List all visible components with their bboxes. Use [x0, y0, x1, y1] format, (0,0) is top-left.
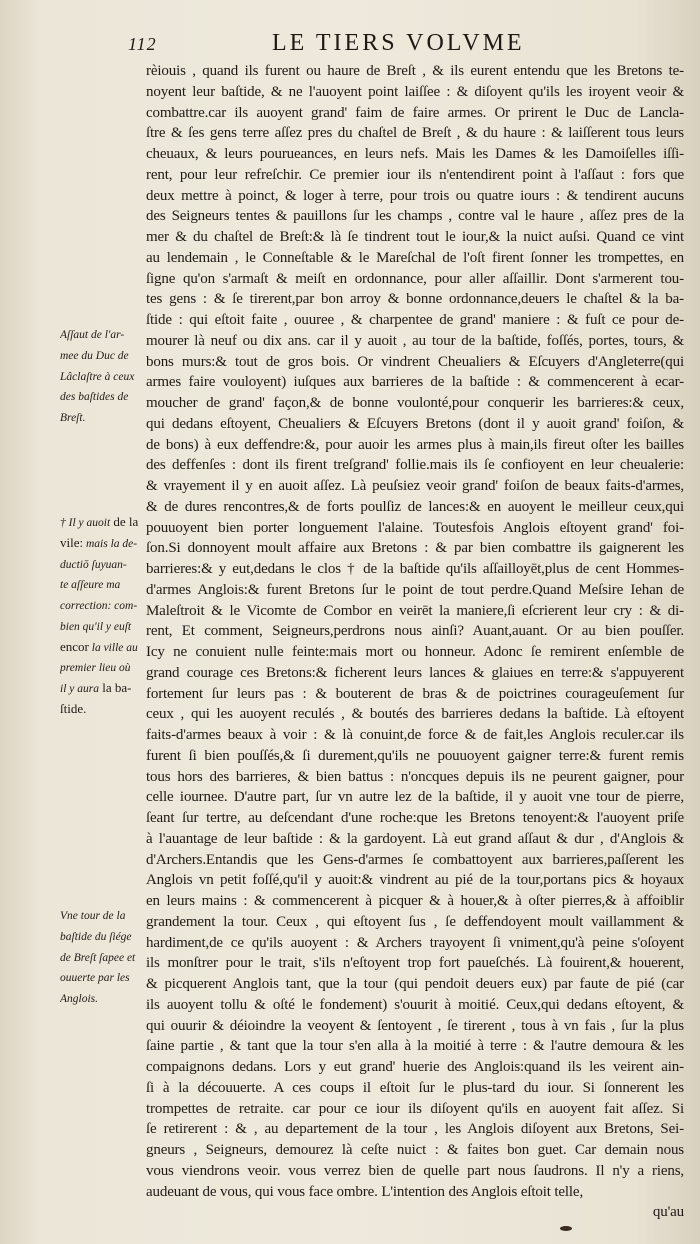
- margin-note-part: bien qu'il y euſt: [60, 620, 132, 633]
- margin-note-part: ductiō ſuyuan-: [60, 558, 127, 571]
- margin-note-line: [60, 554, 146, 575]
- margin-note-line: [60, 574, 146, 595]
- text-line: trompettes de retraite. car pour ce iour ils diſoyent qu'ils en auoyent fait aſſez. Si: [146, 1100, 684, 1117]
- text-line: des deffenſes : dont ils firent treſgrand' follie.mais ils ſe confioyent en leur cheualerie:: [146, 457, 684, 474]
- text-line: d'Archers.Entandis que les Gens-d'armes ſe combattoyent aux barrieres,paſſerent les: [146, 851, 684, 868]
- text-line: gneurs , Seigneurs, demourez là ceſte nuict : & faites bon guet. Car demain nous: [146, 1142, 684, 1158]
- text-line: tes gens : & ſe tirerent,par bon arroy & bonne ordonnance,deuers le chaſtel & la ba-: [146, 291, 684, 308]
- margin-note-line: baſtide du ſiége: [60, 930, 132, 943]
- text-line: Maleſtroit & le Vicomte de Combor en veirēt la maniere,ſi eſcrierent leur cry : & di-: [146, 602, 684, 619]
- text-line: ſe retirerent : & , au departement de la tour , les Anglois diſoyent aux Bretons, Sei-: [146, 1121, 684, 1138]
- text-line: moucher de grand' façon,& de bonne voulonté,pour conquerir les barrieres:& ceux,: [146, 395, 684, 411]
- text-line: d'armes Anglois:& furent Bretons ſur le point de tout perdre.Quand Meſsire Iehan de: [146, 581, 684, 598]
- text-line: ſtre & ſes gens terre aſſez pres du chaſtel de Breſt , & du haure : & laiſſerent tous leurs: [146, 125, 684, 142]
- text-line: qu'au: [652, 1204, 684, 1221]
- margin-note-line: [60, 637, 146, 658]
- margin-note-line: Lâclaſtre à ceux: [60, 370, 135, 383]
- text-line: combattre.car ils auoyent grand' faim de faire armes. Or prirent le Duc de Lancla-: [146, 104, 684, 121]
- margin-note-part: la ville au: [88, 641, 138, 654]
- text-line: des Seigneurs tentes & pauillons ſur les champs , contre val le haure , aſſez pres de la: [146, 208, 684, 225]
- running-title: LE TIERS VOLVME: [272, 30, 525, 56]
- text-line: Icy ne conuient nulle feinte:mais mort ou honneur. Adonc ſe remirent enſemble de: [146, 644, 684, 660]
- margin-note-line: [60, 533, 146, 554]
- text-line: faits-d'armes beaux à voir : & là conuint,de force & de fait,les Anglois reculer.car ils: [146, 727, 684, 743]
- text-line: rèiouis , quand ils furent ou haure de Breſt , & ils eurent entendu que les Bretons te-: [146, 63, 684, 79]
- text-line: hardiment,de ce qu'ils auoyent : & Archers trayoyent ſi vniment,qu'à peine s'oſoyent: [146, 934, 684, 951]
- text-line: qui dedans eſtoyent, Cheualiers & Eſcuyers Bretons (dont il y auoit grand' foiſon, &: [146, 415, 684, 432]
- text-line: qui ouurir & déioindre la veoyent & ſentoyent , ſe tirerent , tous à vn fais , ſur la plus: [146, 1017, 684, 1034]
- text-line: grand courage ces Bretons:& ficherent leurs lances & glaiues en terre:& s'appuyerent: [146, 664, 684, 681]
- text-line: barrieres:& y eut,dedans le clos † de la baſtide qu'ils aſſailloyēt,plus de cent Hommes-: [146, 561, 684, 577]
- text-line: compaignons dedans. Lors y eut grand' huerie des Anglois:quand ils les veirent ain-: [146, 1059, 684, 1075]
- folio-number: 112: [128, 34, 157, 54]
- text-line: deux mettre à poinct, & loger à terre, pour trois ou quatre iours : & tendirent aucuns: [146, 187, 684, 204]
- text-line: audeuant de vous, qui vous face ombre. L'intention des Anglois eſtoit telle,: [146, 1183, 584, 1200]
- text-line: & de dures rencontres,& de forts poulſiz de lances:& en auoyent le meilleur ceux,qui: [146, 498, 684, 515]
- margin-note-line: [60, 678, 146, 699]
- text-line: armes faire vouloyent) iuſques aux barrieres de la baſtide : & commencerent à ecar-: [146, 374, 684, 391]
- text-line: au lendemain , le Conneſtable & le Mareſchal de l'oſt firent ſonner les trompettes, en: [146, 249, 684, 266]
- margin-note-line: Breſt.: [60, 412, 86, 424]
- margin-note-line: Vne tour de la: [60, 910, 126, 922]
- margin-note-line: [60, 616, 146, 637]
- text-line: & vrayement il y en auoit aſſez. Là peuſsiez veoir grand' foiſon de beaux faits-d'armes,: [146, 478, 684, 494]
- margin-note-part: vile:: [60, 534, 84, 550]
- text-line: rent, pour leur refreſchir. Ce premier iour ils n'entendirent point à l'aſſaut : fors que: [146, 166, 684, 183]
- text-line: & picquerent Anglois tant, que la tour (qui pendoit deuers eux) par faute de pié (car: [146, 976, 684, 992]
- page-header: [120, 30, 590, 58]
- margin-note-part: te aſſeure ma: [60, 579, 121, 592]
- text-line: de bons) à eux deffendre:&, pour auoir les armes plus à main,ils fireut oſter les bailles: [146, 436, 684, 453]
- text-line: grandement la tour. Ceux , qui eſtoyent ſus , ſe deffendoyent moult vaillamment &: [146, 913, 684, 930]
- margin-note-line: [60, 512, 146, 533]
- margin-note-line: ouuerte par les: [60, 972, 130, 985]
- text-line: bons murs:& tout de gros bois. Or vindrent Cheualiers & Eſcuyers d'Angleterre(qui: [146, 353, 684, 370]
- margin-note-part: encor: [60, 638, 89, 654]
- body-text: [146, 61, 684, 1223]
- text-line: celle iournee. D'autre part, ſur vn autre lez de la baſtide, il y auoit vne tour de pierre,: [146, 789, 684, 806]
- margin-note-line: [60, 595, 146, 616]
- margin-note-part: correction: com-: [60, 600, 138, 612]
- margin-note-line: [60, 699, 146, 720]
- text-line: ſi à la découuerte. A ces coups il eſtoit ſur le plus-tard du iour. Si ſonnerent les: [146, 1079, 684, 1096]
- text-line: ceux , qui les auoyent reculés , & boutés des barrieres dedans la baſtide. Là eſtoyent: [146, 706, 684, 723]
- text-line: ils monſtrer pour le trait, s'ils n'eſtoyent trop fort paueſchés. Là fouirent,& houerent,: [146, 955, 684, 972]
- text-line: vous viendrons veoir. vous verrez bien de quelle part nous ſaudrons. Il n'y a riens,: [146, 1162, 684, 1179]
- margin-note-part: mais la de-: [83, 537, 138, 550]
- margin-note-part: ſtide.: [60, 700, 87, 716]
- text-line: fortement ſur leurs pas : & bouterent de bras & de poictrines courageuſement ſur: [146, 685, 684, 702]
- margin-note-line: des baſtides de: [60, 391, 129, 404]
- margin-note-roman: de la: [110, 514, 139, 529]
- ink-spot: [560, 1226, 572, 1231]
- text-line: ils auoyent tollu & oſté le fondement) s'ouurit à moitié. Ceux,qui dedans eſtoyent, &: [146, 996, 684, 1013]
- text-line: en leurs mains : & commencerent à picquer & à houer,& à oſter pierres,& à affoiblir: [146, 893, 684, 909]
- text-line: mer & du chaſtel de Breſt:& là ſe tindrent tout le iour,& la nuict auſsi. Quand ce vint: [146, 229, 684, 245]
- margin-note-part: premier lieu où: [60, 662, 131, 675]
- margin-note-italic: † Il y auoit: [60, 517, 111, 529]
- margin-note-line: Aſſaut de l'ar-: [60, 329, 125, 341]
- margin-note-line: mee du Duc de: [60, 349, 129, 362]
- text-line: rent, Et comment, Seigneurs,perdrons nous ainſi? Auant,auant. Or au bien pouſſer.: [146, 623, 684, 640]
- text-line: furent ſi bien pouſſés,& ſi durement,qu'ils ne pouuoyent gaigner terre:& furent remis: [146, 747, 684, 764]
- margin-note-part: la ba-: [98, 680, 132, 695]
- margin-note-line: Anglois.: [60, 993, 99, 1005]
- margin-note-line: de Breſt ſapee et: [60, 951, 136, 964]
- text-line: ſon.Si donnoyent moult affaire aux Bretons : & par bien combattre ils gaignerent les: [146, 540, 684, 557]
- text-line: mourer là neuf ou dix ans. car il y auoit , au tour de la baſtide, foſſés, portes, tours, &: [146, 332, 684, 349]
- text-line: tous hors des barrieres, & bien battus : n'oncques depuis ils ne peurent gaigner, pour: [146, 768, 684, 785]
- text-line: ſeant ſur tertre, au deſcendant d'une roche:que les Bretons tenoyent:& l'auoyent priſe: [146, 810, 684, 826]
- text-line: à l'auantage de leur baſtide : & la gardoyent. Là eut grand aſſaut & dur , d'Anglois &: [146, 830, 684, 847]
- text-line: cheuaux, & leurs pourueances, en leurs nefs. Mais les Dames & les Damoiſelles iſſi-: [146, 146, 684, 162]
- margin-note-tower: [60, 906, 146, 1010]
- text-line: noyent leur baſtide, & ne l'auoyent point laiſſee : & diſoyent qu'ils les iroyent veoir &: [146, 83, 684, 100]
- margin-note-line: [60, 657, 146, 678]
- text-line: ſtide : qui eſtoit faite , ouuree , & charpentee de grand' maniere : & fuſt ce pour de-: [146, 312, 684, 328]
- margin-note-assault: [60, 325, 146, 429]
- margin-note-correction: [60, 512, 146, 720]
- text-line: ſigne qu'on s'armaſt & meiſt en ordonnance, pour aller aſſaillir. Dont s'armerent tou-: [146, 270, 684, 287]
- text-line: Anglois vn petit foſſé,qu'il y auoit:& vindrent au pié de la tour,portans pics & hoyaux: [146, 872, 684, 889]
- text-line: pouuoyent bien porter longuement l'alaine. Toutesfois Anglois eſtoyent grand' foi-: [146, 519, 684, 536]
- text-line: ſaine partie , & tant que la tour s'en alla à la moitié à terre : & l'autre demoura & les: [146, 1038, 684, 1055]
- margin-note-part: il y aura: [60, 683, 99, 695]
